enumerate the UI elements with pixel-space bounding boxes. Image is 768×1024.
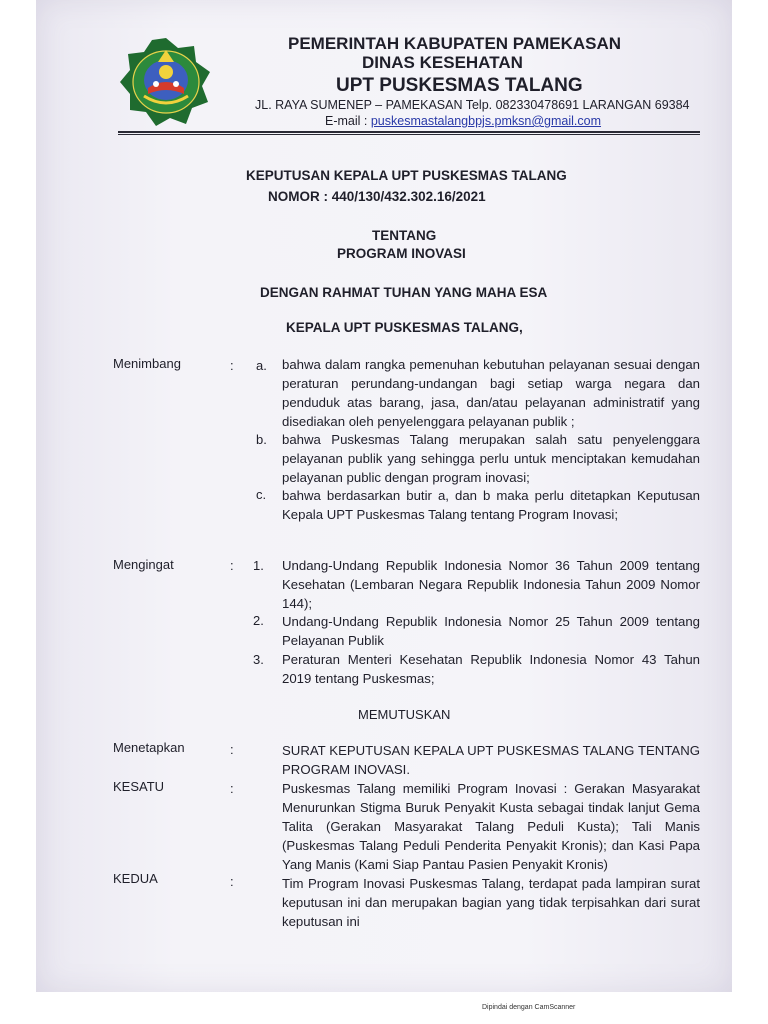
decree-about: TENTANG xyxy=(372,228,437,243)
menetapkan-text: SURAT KEPUTUSAN KEPALA UPT PUSKESMAS TALANG TENTANG PROGRAM INOVASI. xyxy=(282,743,700,777)
letterhead-divider-thin xyxy=(118,134,700,135)
email-label: E-mail : xyxy=(325,114,368,128)
kesatu-label: KESATU xyxy=(113,779,165,794)
menimbang-marker-c: c. xyxy=(256,487,267,502)
decree-title: KEPUTUSAN KEPALA UPT PUSKESMAS TALANG xyxy=(246,168,567,183)
menimbang-colon: : xyxy=(230,358,234,373)
mengingat-item-2: Undang-Undang Republik Indonesia Nomor 25 Tahun 2009 tentang Pelayanan Publik xyxy=(282,614,700,648)
kedua-colon: : xyxy=(230,874,234,889)
menimbang-marker-a: a. xyxy=(256,358,267,373)
mengingat-colon: : xyxy=(230,558,234,573)
menetapkan-colon: : xyxy=(230,742,234,757)
menimbang-item-a: bahwa dalam rangka pemenuhan kebutuhan pelayanan sesuai dengan peraturan perundang-undangan bagi setiap warga negara dan penduduk atas barang, jasa, dan/atau pelayanan administratif yang disediakan oleh penyelenggara pelayanan publik ; xyxy=(282,357,700,429)
memutuskan-heading: MEMUTUSKAN xyxy=(358,707,451,722)
menetapkan-label: Menetapkan xyxy=(113,740,185,755)
scanner-watermark: Dipindai dengan CamScanner xyxy=(482,1004,576,1011)
mengingat-marker-3: 3. xyxy=(253,652,264,667)
menimbang-label: Menimbang xyxy=(113,356,181,371)
regency-emblem-icon xyxy=(118,36,214,128)
letterhead-email-row xyxy=(325,114,601,128)
mengingat-label: Mengingat xyxy=(113,557,174,572)
decree-subject: PROGRAM INOVASI xyxy=(337,246,466,261)
decree-number: NOMOR : 440/130/432.302.16/2021 xyxy=(268,189,486,204)
mengingat-marker-2: 2. xyxy=(253,613,264,628)
letterhead-government: PEMERINTAH KABUPATEN PAMEKASAN xyxy=(288,34,622,53)
menimbang-marker-b: b. xyxy=(256,432,267,447)
letterhead-divider xyxy=(118,131,700,133)
decree-blessing: DENGAN RAHMAT TUHAN YANG MAHA ESA xyxy=(260,285,548,300)
letterhead-department: DINAS KESEHATAN xyxy=(362,53,523,72)
kesatu-colon: : xyxy=(230,781,234,796)
letterhead-institution: UPT PUSKESMAS TALANG xyxy=(336,75,583,96)
menimbang-item-c: bahwa berdasarkan butir a, dan b maka perlu ditetapkan Keputusan Kepala UPT Puskesmas Talang tentang Program Inovasi; xyxy=(282,488,700,522)
mengingat-item-3: Peraturan Menteri Kesehatan Republik Indonesia Nomor 43 Tahun 2019 tentang Puskesmas; xyxy=(282,652,700,686)
kedua-text: Tim Program Inovasi Puskesmas Talang, terdapat pada lampiran surat keputusan ini dan merupakan bagian yang tidak terpisahkan dari surat keputusan ini xyxy=(282,876,700,929)
kesatu-text: Puskesmas Talang memiliki Program Inovasi : Gerakan Masyarakat Menurunkan Stigma Buruk Penyakit Kusta sebagai tindak lanjut Gema Talita (Gerakan Masyarakat Talang Peduli Kusta); Tali Manis (Puskesmas Talang Peduli Penderita Penyakit Kronis); dan Kasi Papa Yang Manis (Kami Siap Pantau Pasien Penyakit Kronis) xyxy=(282,781,700,872)
email-link[interactable]: puskesmastalangbpjs.pmksn@gmail.com xyxy=(370,114,602,128)
mengingat-marker-1: 1. xyxy=(253,558,264,573)
kedua-label: KEDUA xyxy=(113,871,158,886)
decree-issuer: KEPALA UPT PUSKESMAS TALANG, xyxy=(286,320,523,335)
mengingat-item-1: Undang-Undang Republik Indonesia Nomor 36 Tahun 2009 tentang Kesehatan (Lembaran Negara Republik Indonesia Tahun 2009 Nomor 144); xyxy=(282,558,700,611)
menimbang-item-b: bahwa Puskesmas Talang merupakan salah satu penyelenggara pelayanan publik yang sehingga perlu untuk menciptakan kemudahan pelayanan public dengan program inovasi; xyxy=(282,432,700,485)
letterhead-address: JL. RAYA SUMENEP – PAMEKASAN Telp. 082330478691 LARANGAN 69384 xyxy=(255,98,690,112)
